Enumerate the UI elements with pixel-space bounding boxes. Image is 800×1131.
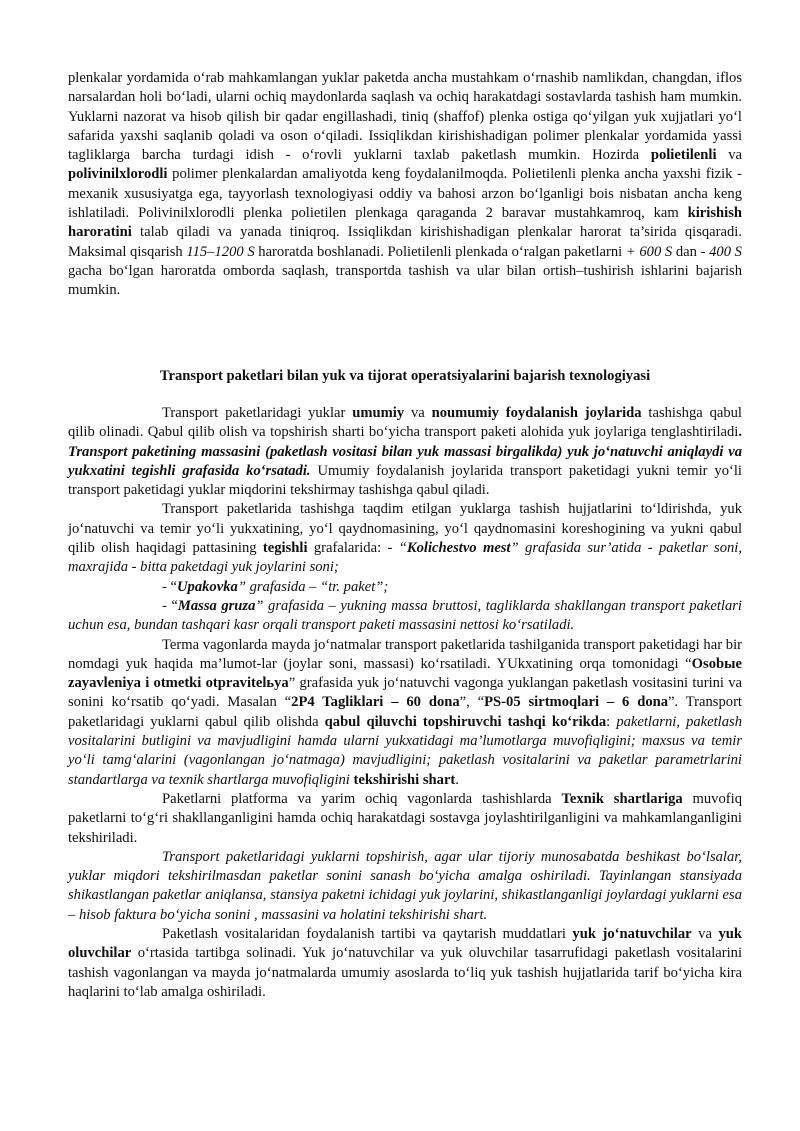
bold-term: qabul qiluvchi topshiruvchi tashqi ko‘rikda: [324, 713, 607, 730]
bold-term: 2P4 Tagliklari – 60 dona: [291, 694, 460, 711]
list-item-massa-gruza: [68, 597, 742, 636]
paragraph-hujjatlar: [68, 500, 742, 577]
text-run: va: [404, 405, 432, 421]
bold-term: PS-05 sirtmoqlari – 6 dona: [484, 694, 669, 711]
bold-italic-term: Kolichestvo mest: [406, 540, 511, 557]
bold-italic-term: Upakovka: [177, 578, 238, 595]
text-run: Transport paketlarida tashishga taqdim etilgan yuklarga tashish hujjatlarini to‘ldirishda, yuk jo‘natuvchi va temir yo‘li yukxatining, yo‘l qaydnomasining, yo‘l qaydnomasini koreshogining va yukni qabul qilib olish haqidagi pattasining: [68, 501, 742, 557]
bold-term: yuk oluvchilar: [68, 926, 742, 962]
section-heading: Transport paketlari bilan yuk va tijorat operatsiyalarini bajarish texnologiyasi: [159, 368, 651, 384]
text-run: Paketlash vositalaridan foydalanish tartibi va qaytarish muddatlari: [162, 926, 573, 943]
bold-term: polietilenli: [650, 147, 717, 164]
italic-run: “: [398, 540, 407, 557]
bold-term: tegishli: [262, 540, 308, 557]
text-run: ” grafasida yuk jo‘natuvchi vagonga yuklangan paketlash vositasini turini va sonini ko‘rsatib qo‘yadi. Masalan “: [68, 675, 743, 711]
paragraph-terma-vagonlar: [68, 636, 742, 790]
italic-run: ” grafasida – yukning massa bruttosi, tagliklarda shakllangan transport paketlari uchun esa, bundan tashqari kasr orqali transport paketi massasini nettosi ko‘rsatiladi.: [68, 597, 742, 634]
italic-run: ” grafasida – “tr. paket”;: [237, 578, 389, 595]
bold-term: umumiy: [352, 405, 405, 421]
text-run: ”. Transport paketlaridagi yuklarni qabul qilib olishda: [68, 694, 742, 730]
paragraph-paketlash-vositalari: [68, 925, 742, 1002]
text-run: va: [716, 147, 742, 164]
text-run: :: [606, 713, 617, 730]
text-run: gacha bo‘lgan haroratda omborda saqlash, transportda tashish va ular bilan ortish–tushirish ishlarini bajarish mumkin.: [68, 262, 742, 299]
bold-term: noumumiy foydalanish joylarida: [431, 405, 642, 421]
text-run: polimer plenkalardan amaliyotda keng foydalanilmoqda. Polietilenli plenka ancha yaxshi fizik - mexanik xususiyatga ega, tayyorlash texnologiyasi oddiy va bahosi arzon bo‘lganligi bois nisbatan ancha keng ishlatiladi. Polivinilxlorodli plenka polietilen plenkaga qaraganda 2 baravar mustahkamroq, kam: [68, 166, 742, 222]
paragraph-topshirish: [68, 848, 742, 925]
text-run: - “: [162, 578, 177, 595]
text-run: grafalarida: -: [307, 540, 399, 557]
paragraph-platforma: [68, 790, 742, 848]
text-run: - “: [162, 597, 178, 614]
paragraph-transport-paketlari: [68, 404, 742, 500]
italic-run: Transport paketlaridagi yuklarni topshirish, agar ular tijoriy munosabatda beshikast bo‘lsalar, yuklar miqdori tekshirilmasdan paketlar sonini sanash bo‘yicha amalga oshiriladi. Tayinlangan stansiyada shikastlangan paketlar aniqlansa, stansiya paketni ichidagi yuk joylarini, shikastlanganligi joylardagi yuklarni esa – hisob faktura bo‘yicha sonini , massasini va holatini tekshirishi shart.: [68, 848, 742, 923]
list-item-upakovka: [68, 578, 742, 597]
text-run: Umumiy foydalanish joylarida transport paketidagi yukni temir yo‘li transport paketidagi yuklar miqdorini tekshirmay tashishga qabul qiladi.: [68, 462, 742, 499]
bold-term: kirishish haroratini: [68, 205, 742, 241]
text-run: ”, “: [459, 694, 485, 711]
text-run: Transport paketlaridagi yuklar: [162, 405, 353, 421]
text-run: Terma vagonlarda mayda jo‘natmalar transport paketlarida tashilganida transport paketidagi har bir nomdagi yuk haqida ma’lumot-lar (joylar soni, massasi) ko‘rsatiladi. YUkxatining orqa tomonidagi “: [68, 636, 742, 672]
bold-term: yuk jo‘natuvchilar: [572, 926, 692, 943]
bold-term: Osobыe zayavleniya i otmetki otpravitelьya: [68, 655, 742, 692]
text-run: va: [691, 926, 719, 943]
paragraph-plenkalar: [68, 69, 742, 301]
bold-italic-sentence: Transport paketining massasini (paketlash vositasi bilan yuk massasi birgalikda) yuk jo‘natuvchi aniqlaydi va yukxatini tegishli grafasida ko‘rsatadi.: [68, 443, 742, 479]
text-run: o‘rtasida tartibga solinadi. Yuk jo‘natuvchilar va yuk oluvchilar tasarrufidagi paketlash vositalarini tashish vagonlangan va mayda jo‘natmalarda umumiy asoslarda to‘liq yuk tashish hujjatlarida tarif bo‘yicha kira haqlarini to‘lab amalga oshiriladi.: [68, 945, 742, 1000]
bold-italic-term: Massa gruza: [177, 597, 256, 614]
text-run: haroratda boshlanadi. Polietilenli plenkada o‘ralgan paketlarni: [254, 243, 626, 260]
bold-term: tekshirishi shart: [353, 771, 456, 788]
italic-run: ” grafasida sur’atida - paketlar soni, maxrajida - bitta paketdagi yuk joylarini soni;: [68, 540, 742, 576]
bold-term: polivinilxlorodli: [68, 166, 168, 183]
italic-value: + 600 S: [625, 243, 673, 260]
text-run: tashishga qabul qilib olinadi. Qabul qilib olish va topshirish sharti bo‘yicha transport paketi alohida yuk joylariga tenglashtiriladi: [68, 405, 742, 441]
text-run: .: [455, 771, 459, 788]
bold-term: Texnik shartlariga: [561, 790, 683, 807]
text-run: Paketlarni platforma va yarim ochiq vagonlarda tashishlarda: [162, 790, 562, 807]
text-run: dan: [672, 243, 701, 260]
bold-term: .: [738, 424, 742, 441]
text-run: plenkalar yordamida o‘rab mahkamlangan yuklar paketda ancha mustahkam o‘rnashib namlikdan, changdan, iflos narsalardan holi bo‘ladi, ularni ochiq maydonlarda saqlash va ochiq harakatdagi sostavlarda tashish ham mumkin. Yuklarni nazorat va hisob qilish bir qadar engillashadi, tiniq (shaffof) plenka ostiga qo‘yilgan yuk xujjatlari yo‘l safarida yaxshi saqlanib qoladi va oson o‘qiladi. Issiqlikdan kirishishadigan polimer plenkalar yordamida yassi tagliklarga barcha turdagi idish - o‘rovli yuklarni taxlab paketlash mumkin. Hozirda: [68, 70, 742, 164]
text-run: muvofiq paketlarni to‘g‘ri shakllanganligini hamda ochiq harakatdagi sostavga joylashtirilganligini va mahkamlanganligini tekshiriladi.: [68, 790, 742, 846]
section-body: [68, 404, 742, 1002]
text-run: talab qiladi va yanada tiniqroq. Issiqlikdan kirishishadigan plenkalar harorat ta’sirida qisqaradi. Maksimal qisqarish: [68, 224, 742, 260]
italic-value: 115–1200 S: [186, 243, 255, 260]
italic-run: paketlarni, paketlash vositalarini butligini va mavjudligini hamda ularni yukxatidagi ma’lumotlarga muvofiqligini; maxsus va temir yo‘li tamg‘alarini (vagonlangan jo‘natmaga) mavjudligini; paketlash vositalarini va paketlar parametrlarini standartlarga va texnik shartlarga muvofiqligini: [68, 713, 742, 788]
italic-value: - 400 S: [700, 243, 742, 260]
